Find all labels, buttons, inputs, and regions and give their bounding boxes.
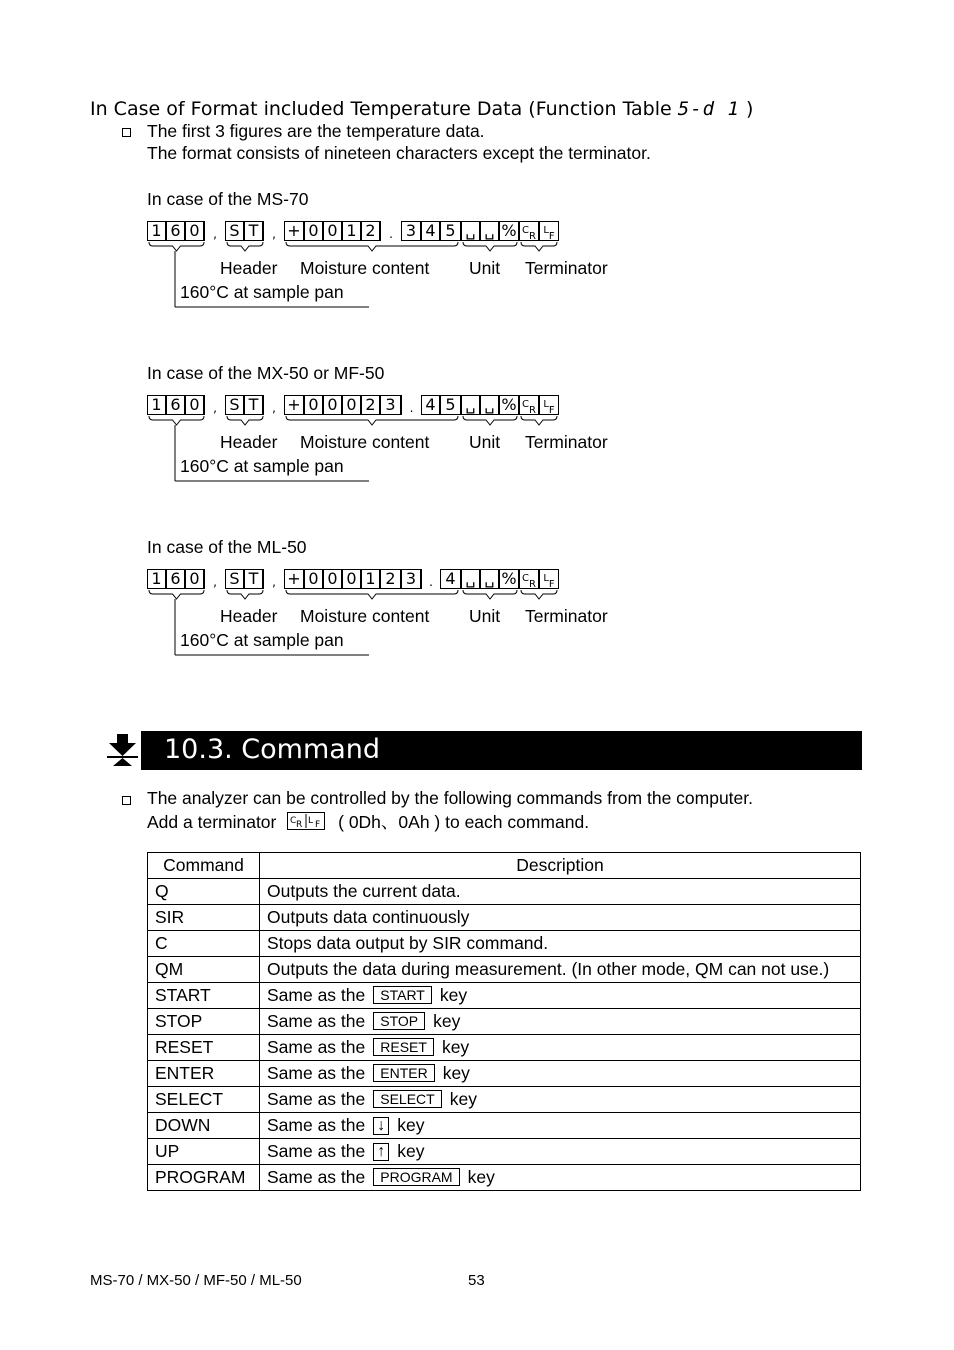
char-box: 3 (380, 395, 401, 415)
char-box: , (263, 221, 284, 241)
key-word: key (397, 1115, 425, 1135)
terminator-post-text: ( 0Dh、0Ah ) to each command. (338, 812, 590, 832)
key-word: key (449, 1089, 477, 1109)
char-box: 1 (147, 221, 166, 241)
char-box: % (499, 221, 519, 241)
table-row (148, 983, 861, 1009)
char-box: 0 (304, 221, 323, 241)
char-box: ␣ (461, 395, 480, 415)
table-row (148, 905, 861, 931)
char-box: T (244, 221, 263, 241)
down-arrow-key-icon: ↓ (373, 1117, 389, 1135)
table-row (148, 957, 861, 983)
description-cell (260, 1009, 861, 1035)
table-row (148, 1061, 861, 1087)
footer-models: MS-70 / MX-50 / MF-50 / ML-50 (90, 1272, 302, 1289)
char-box: ␣ (480, 569, 499, 589)
same-as-text: Same as the (267, 1037, 366, 1057)
table-row (148, 1035, 861, 1061)
cr-char: CR (519, 221, 539, 241)
command-cell: C (148, 931, 260, 957)
char-box: 0 (185, 569, 204, 589)
char-box: 4 (421, 395, 440, 415)
table-row (148, 1087, 861, 1113)
command-intro-line-2 (147, 811, 589, 833)
char-box: . (401, 395, 421, 415)
table-row (148, 1165, 861, 1191)
char-box: ␣ (480, 395, 499, 415)
char-box: 3 (401, 569, 421, 589)
key-label: START (373, 986, 432, 1004)
char-box: , (204, 395, 225, 415)
unit-label: Unit (469, 606, 501, 626)
intro-line-2: The format consists of nineteen characters except the terminator. (147, 143, 651, 163)
char-box: , (204, 569, 225, 589)
example-title: In case of the MX-50 or MF-50 (147, 363, 385, 383)
char-box: , (204, 221, 225, 241)
key-word: key (397, 1141, 425, 1161)
temperature-label: 160°C at sample pan (180, 630, 344, 650)
page-number: 53 (468, 1272, 485, 1289)
key-word: key (467, 1167, 495, 1187)
key-label: ENTER (373, 1064, 434, 1082)
header-label: Header (220, 432, 278, 452)
header-label: Header (220, 258, 278, 278)
char-box: + (284, 569, 304, 589)
moisture-content-label: Moisture content (300, 432, 430, 452)
char-box: 0 (323, 569, 342, 589)
description-cell (260, 983, 861, 1009)
char-box: 4 (421, 221, 440, 241)
example-title: In case of the MS-70 (147, 189, 309, 209)
description-cell: Outputs the current data. (260, 879, 861, 905)
key-word: key (433, 1011, 461, 1031)
char-box: 0 (323, 221, 342, 241)
lf-char: LF (539, 395, 559, 415)
function-table-code: 5-d 1 (677, 98, 740, 120)
same-as-text: Same as the (267, 1063, 366, 1083)
char-box: 6 (166, 395, 185, 415)
command-cell: RESET (148, 1035, 260, 1061)
char-box: S (225, 395, 244, 415)
header-command: Command (148, 853, 260, 879)
char-box: 3 (401, 221, 421, 241)
key-label: PROGRAM (373, 1168, 459, 1186)
key-label: SELECT (373, 1090, 441, 1108)
char-box: 2 (361, 221, 380, 241)
lf-char: LF (539, 569, 559, 589)
svg-text:R: R (296, 820, 303, 829)
char-box: ␣ (461, 221, 480, 241)
cr-char: CR (519, 395, 539, 415)
command-cell: QM (148, 957, 260, 983)
description-cell (260, 1139, 861, 1165)
command-table (147, 852, 861, 1191)
bullet-icon (122, 796, 131, 805)
char-box: 6 (166, 221, 185, 241)
char-box: 0 (185, 395, 204, 415)
key-word: key (442, 1063, 470, 1083)
char-box: 6 (166, 569, 185, 589)
cr-char: CR (519, 569, 539, 589)
svg-text:C: C (290, 816, 297, 826)
section-title: 10.3. Command (164, 734, 381, 765)
svg-text:F: F (315, 820, 321, 829)
same-as-text: Same as the (267, 1089, 366, 1109)
char-box: T (244, 395, 263, 415)
heading-close: ) (746, 98, 754, 120)
command-cell: PROGRAM (148, 1165, 260, 1191)
up-arrow-key-icon: ↑ (373, 1143, 389, 1161)
section-banner (104, 731, 862, 770)
char-box: ␣ (461, 569, 480, 589)
char-box: . (380, 221, 401, 241)
bullet-icon (122, 128, 131, 137)
char-box: 1 (147, 569, 166, 589)
char-box: ␣ (480, 221, 499, 241)
description-cell: Outputs data continuously (260, 905, 861, 931)
char-box: 5 (440, 221, 461, 241)
char-box: 4 (440, 569, 461, 589)
command-cell: SIR (148, 905, 260, 931)
command-cell: DOWN (148, 1113, 260, 1139)
lf-char: LF (539, 221, 559, 241)
char-box: + (284, 395, 304, 415)
char-box: , (263, 395, 284, 415)
char-box: 1 (147, 395, 166, 415)
command-cell: STOP (148, 1009, 260, 1035)
table-row (148, 931, 861, 957)
char-box: % (499, 395, 519, 415)
char-box: 1 (361, 569, 380, 589)
command-cell: SELECT (148, 1087, 260, 1113)
char-box: . (421, 569, 440, 589)
terminator-label: Terminator (525, 606, 608, 626)
key-label: STOP (373, 1012, 425, 1030)
key-word: key (439, 985, 468, 1005)
description-cell (260, 1165, 861, 1191)
table-header-row (148, 853, 861, 879)
terminator-label: Terminator (525, 258, 608, 278)
moisture-content-label: Moisture content (300, 606, 430, 626)
intro-line-1: The first 3 figures are the temperature data. (147, 121, 485, 141)
char-box: 0 (185, 221, 204, 241)
char-box: 2 (380, 569, 401, 589)
terminator-label: Terminator (525, 432, 608, 452)
char-box: 0 (304, 395, 323, 415)
unit-label: Unit (469, 258, 501, 278)
char-box: T (244, 569, 263, 589)
char-box: 2 (361, 395, 380, 415)
description-cell: Stops data output by SIR command. (260, 931, 861, 957)
char-box: S (225, 569, 244, 589)
crlf-key-icon (287, 812, 325, 830)
same-as-text: Same as the (267, 1011, 366, 1031)
key-label: RESET (373, 1038, 434, 1056)
same-as-text: Same as the (267, 1167, 366, 1187)
char-box: + (284, 221, 304, 241)
description-cell (260, 1035, 861, 1061)
terminator-pre-text: Add a terminator (147, 812, 277, 832)
same-as-text: Same as the (267, 1115, 366, 1135)
char-box: S (225, 221, 244, 241)
header-label: Header (220, 606, 278, 626)
unit-label: Unit (469, 432, 501, 452)
char-box: 0 (342, 569, 361, 589)
description-cell (260, 1113, 861, 1139)
description-cell: Outputs the data during measurement. (In other mode, QM can not use.) (260, 957, 861, 983)
char-box: 0 (304, 569, 323, 589)
char-box: , (263, 569, 284, 589)
same-as-text: Same as the (267, 985, 366, 1005)
table-row (148, 1139, 861, 1165)
temperature-label: 160°C at sample pan (180, 456, 344, 476)
command-cell: START (148, 983, 260, 1009)
table-row (148, 879, 861, 905)
char-box: % (499, 569, 519, 589)
char-box: 0 (323, 395, 342, 415)
command-cell: Q (148, 879, 260, 905)
temperature-label: 160°C at sample pan (180, 282, 344, 302)
command-cell: UP (148, 1139, 260, 1165)
format-heading (90, 98, 753, 120)
format-heading-text: In Case of Format included Temperature Data (Function Table (90, 98, 678, 120)
char-box: 1 (342, 221, 361, 241)
char-box: 0 (342, 395, 361, 415)
char-box: 5 (440, 395, 461, 415)
svg-text:L: L (308, 816, 314, 826)
table-row (148, 1009, 861, 1035)
description-cell (260, 1087, 861, 1113)
command-intro-line-1: The analyzer can be controlled by the following commands from the computer. (147, 788, 754, 808)
key-word: key (441, 1037, 470, 1057)
header-description: Description (260, 853, 861, 879)
table-row (148, 1113, 861, 1139)
command-cell: ENTER (148, 1061, 260, 1087)
same-as-text: Same as the (267, 1141, 366, 1161)
section-marker-icon (104, 731, 141, 770)
example-title: In case of the ML-50 (147, 537, 307, 557)
description-cell (260, 1061, 861, 1087)
moisture-content-label: Moisture content (300, 258, 430, 278)
